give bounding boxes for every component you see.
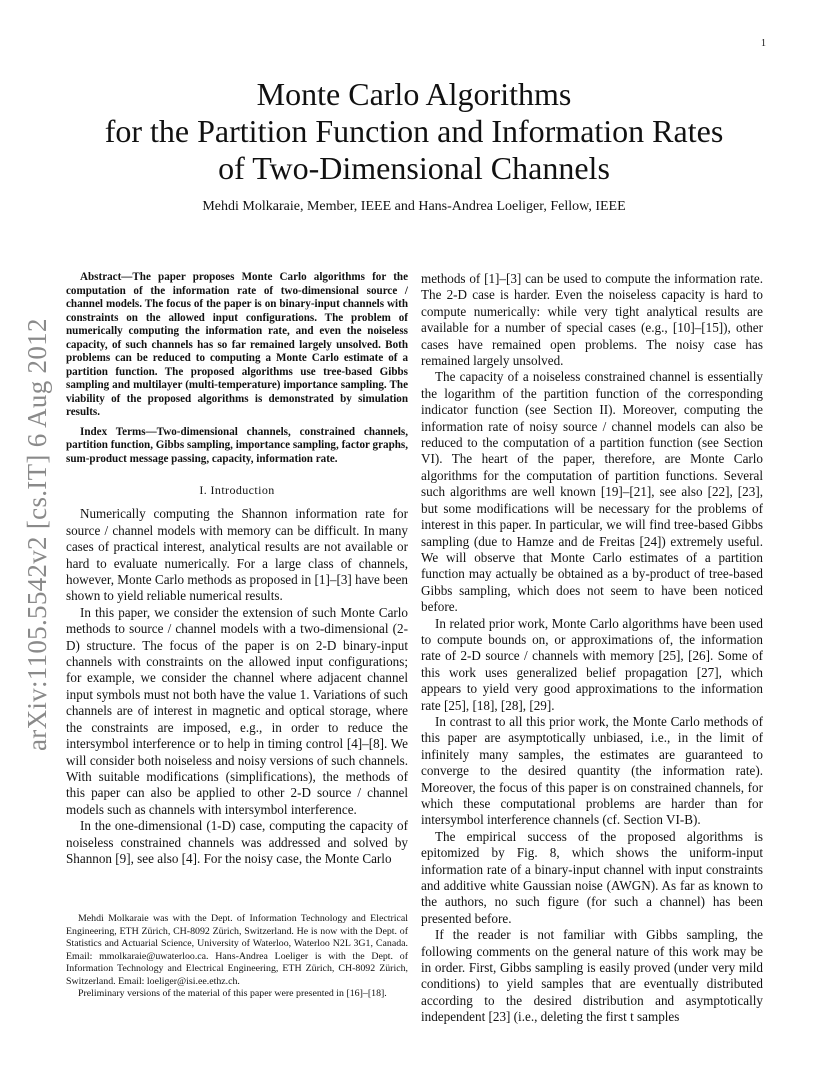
body-paragraph: methods of [1]–[3] can be used to compute the information rate. The 2-D case is harder. Even the noiseless capacity is hard to compute numerically: while very tight analytical results are available for a number of special cases (e.g., [10]–[15]), other cases have remained open problems. The noisy case has remained largely unsolved.	[421, 271, 763, 369]
body-paragraph: In contrast to all this prior work, the Monte Carlo methods of this paper are asymptotically unbiased, i.e., in the limit of infinitely many samples, the estimates are guaranteed to converge to the desired quantity (the information rate). Moreover, the focus of this paper is on constrained channels, for which these computational problems are harder than for intersymbol interference channels (cf. Section VI-B).	[421, 713, 763, 828]
body-paragraph: The empirical success of the proposed algorithms is epitomized by Fig. 8, which shows the uniform-input information rate of a binary-input channel with input constraints and additive white Gaussian noise (AWGN). As far as known to the authors, no such figure (for such a channel) has been presented before.	[421, 828, 763, 926]
left-column	[66, 271, 408, 867]
body-paragraph: In related prior work, Monte Carlo algorithms have been used to compute bounds on, or approximations of, the information rate of 2-D source / channels with memory [25], [26]. Some of this work uses generalized belief propagation [27], which appears to yield very good approximations to the information rate [25], [18], [28], [29].	[421, 615, 763, 713]
title-line: for the Partition Function and Information Rates	[104, 113, 724, 149]
abstract: Abstract—The paper proposes Monte Carlo algorithms for the computation of the information rate of two-dimensional source / channel models. The focus of the paper is on binary-input channels with constraints on the allowed input configurations. The problem of numerically computing the information rate, and even the noiseless capacity, of such channels has so far remained largely unsolved. Both problems can be reduced to computing a Monte Carlo estimate of a partition function. The proposed algorithms use tree-based Gibbs sampling and multilayer (multi-temperature) importance sampling. The viability of the proposed algorithms is demonstrated by simulation results.	[66, 271, 408, 418]
index-terms: Index Terms—Two-dimensional channels, constrained channels, partition function, Gibbs sampling, importance sampling, factor graphs, sum-product message passing, capacity, information rate.	[66, 425, 408, 465]
footnotes	[66, 913, 408, 1001]
body-paragraph: The capacity of a noiseless constrained channel is essentially the logarithm of the partition function of the corresponding indicator function (see Section II). Moreover, computing the information rate of noisy source / channel models can also be reduced to the computation of a partition function (see Section VI). The heart of the paper, therefore, are Monte Carlo algorithms for the computation of partition functions. Several such algorithms are well known [19]–[21], see also [22], [23], but some modifications will be necessary for the problems of interest in this paper. In particular, we will find tree-based Gibbs sampling (due to Hamze and de Freitas [24]) extremely useful. We will observe that Monte Carlo estimates of a partition function may actually be obtained as a by-product of tree-based Gibbs sampling, which does not seem to have been noticed before.	[421, 369, 763, 615]
body-paragraph: Numerically computing the Shannon information rate for source / channel models with memory can be difficult. In many cases of practical interest, analytical results are not available or hard to evaluate numerically. For a large class of channels, however, Monte Carlo methods as proposed in [1]–[3] have been shown to yield reliable numerical results.	[66, 506, 408, 604]
author-line: Mehdi Molkaraie, Member, IEEE and Hans-Andrea Loeliger, Fellow, IEEE	[202, 199, 626, 214]
right-column	[421, 271, 763, 1026]
title-line: Monte Carlo Algorithms	[256, 76, 572, 112]
section-heading: I. Introduction	[199, 483, 275, 497]
footnote: Mehdi Molkaraie was with the Dept. of Information Technology and Electrical Engineering, ETH Zürich, CH-8092 Zürich, Switzerland. He is now with the Dept. of Statistics and Actuarial Science, University of Waterloo, Waterloo N2L 3G1, Canada. Email: mmolkaraie@uwaterloo.ca. Hans-Andrea Loeliger is with the Dept. of Information Technology and Electrical Engineering, ETH Zürich, CH-8092 Zürich, Switzerland. Email: loeliger@isi.ee.ethz.ch.	[66, 913, 408, 987]
footnote: Preliminary versions of the material of this paper were presented in [16]–[18].	[78, 988, 387, 999]
body-paragraph: In this paper, we consider the extension of such Monte Carlo methods to source / channel models with a two-dimensional (2-D) structure. The focus of the paper is on 2-D binary-input channels with constraints on the allowed input configurations; for example, we consider the channel where adjacent channel input symbols must not both have the value 1. Variations of such channels are of interest in magnetic and optical storage, where the constraints are imposed, e.g., in order to reduce the intersymbol interference or to help in timing control [4]–[8]. We will consider both noiseless and noisy versions of such channels. With suitable modifications (simplifications), the methods of this paper can also be applied to other 2-D source / channel models such as channels with intersymbol interference.	[66, 604, 408, 817]
paper-title	[60, 76, 768, 187]
page-number: 1	[761, 38, 766, 49]
body-paragraph: In the one-dimensional (1-D) case, computing the capacity of noiseless constrained channels was addressed and solved by Shannon [9], see also [4]. For the noisy case, the Monte Carlo	[66, 818, 408, 866]
body-paragraph: If the reader is not familiar with Gibbs sampling, the following comments on the general nature of this work may be in order. First, Gibbs sampling is easily proved (under very mild conditions) to yield samples that are eventually distributed according to the desired distribution and asymptotically independent [23] (i.e., deleting the first t samples	[421, 927, 763, 1025]
arxiv-stamp: arXiv:1105.5542v2 [cs.IT] 6 Aug 2012	[22, 318, 52, 751]
title-line: of Two-Dimensional Channels	[218, 150, 610, 186]
